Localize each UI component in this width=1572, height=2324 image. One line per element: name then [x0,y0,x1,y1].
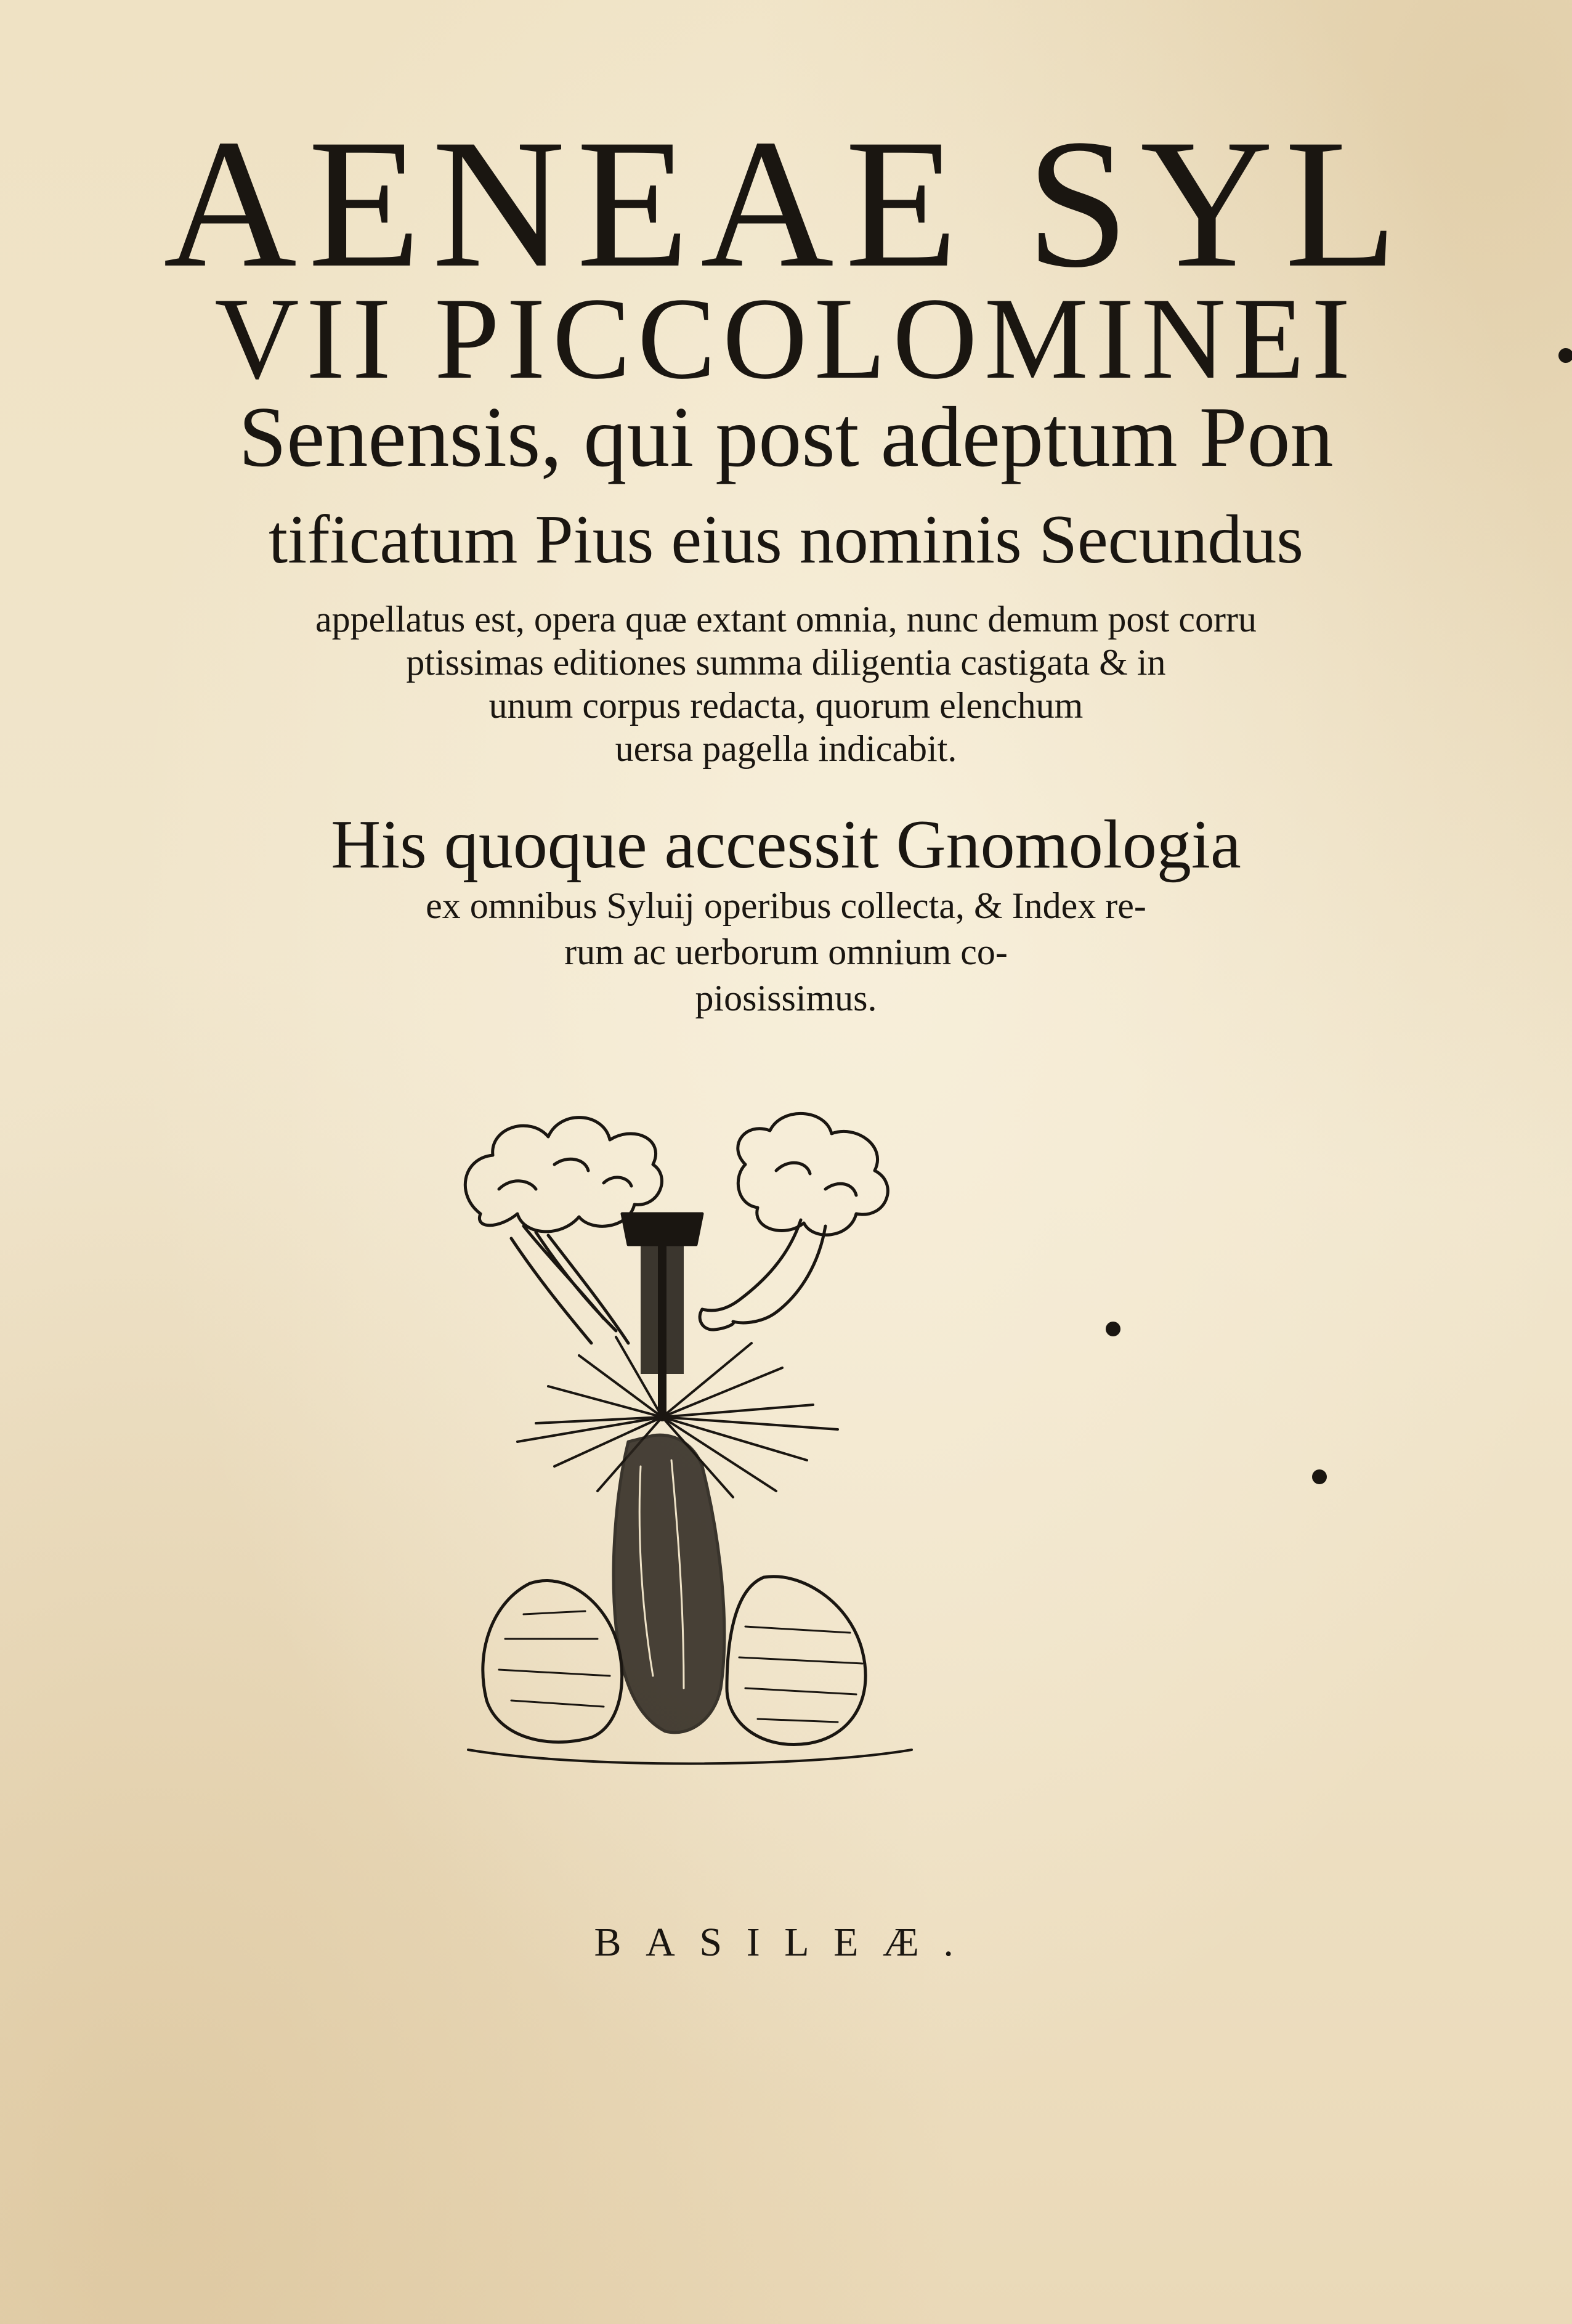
addendum-line-2: rum ac uerborum omnium co- [564,932,1008,972]
ink-speck [1312,1469,1327,1484]
ink-speck [1106,1322,1120,1336]
imprint-place: BASILEÆ. [594,1920,978,1965]
ink-speck [1558,348,1572,363]
subtitle-line-2: ptissimas editiones summa diligentia castigata & in [406,642,1166,683]
addendum-line-1: ex omnibus Syluij operibus collecta, & Index re- [426,885,1146,926]
title-line-2: VII PICCOLOMINEI [214,274,1358,404]
title-line-3: Senensis, qui post adeptum Pon [238,389,1334,485]
addendum-line-3: piosissimus. [695,978,877,1018]
printers-device-woodcut [456,1097,930,1774]
subtitle-line-3: unum corpus redacta, quorum elenchum [488,685,1084,726]
title-line-1: AENEAE SYL [163,101,1409,306]
addendum-heading: His quoque accessit Gnomologia [331,806,1241,883]
subtitle-line-4: uersa pagella indicabit. [615,728,957,769]
title-line-4: tificatum Pius eius nominis Secundus [269,502,1303,578]
subtitle-line-1: appellatus est, opera quæ extant omnia, nunc demum post corru [315,599,1257,640]
